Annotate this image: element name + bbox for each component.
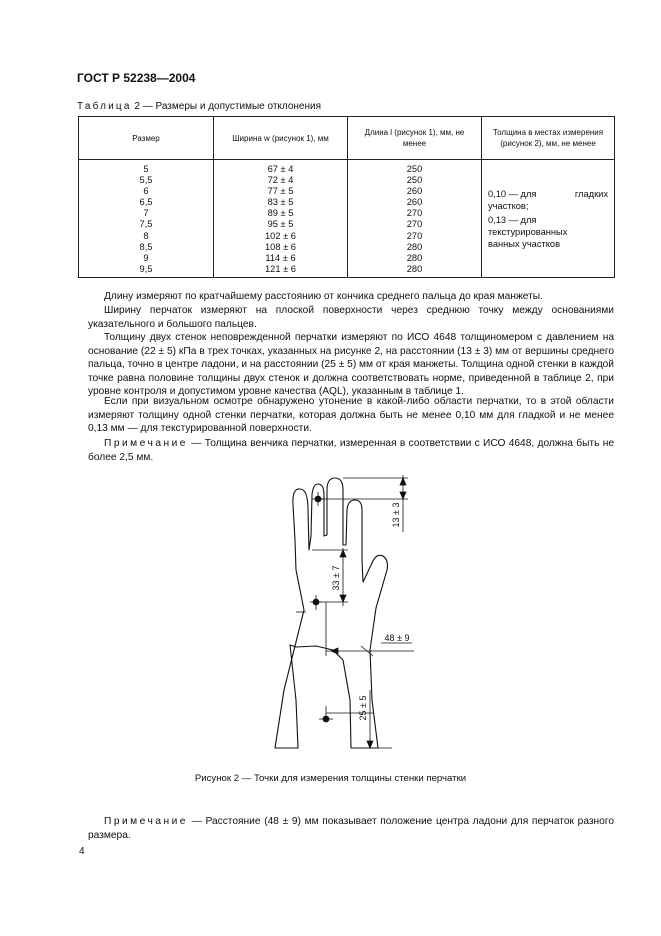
length-value: 260 <box>406 197 423 208</box>
width-column <box>214 160 348 278</box>
page-number: 4 <box>79 846 85 857</box>
size-value: 7,5 <box>139 219 153 230</box>
thickness-cell <box>482 160 615 278</box>
header-size: Размер <box>79 117 214 160</box>
size-value: 5,5 <box>139 175 153 186</box>
table-caption-number: 2 <box>134 101 140 112</box>
table-caption-title: — Размеры и допустимые отклонения <box>142 101 322 112</box>
note-2 <box>88 815 614 842</box>
header-length: Длина l (рисунок 1), мм, не менее <box>348 117 482 160</box>
size-value: 9 <box>143 252 149 263</box>
thickness-smooth-line <box>488 188 608 200</box>
size-value: 5 <box>143 164 149 174</box>
table-caption-prefix: Таблица <box>77 101 132 112</box>
size-value: 6 <box>143 186 149 197</box>
table-caption <box>77 101 321 112</box>
note-1-label: Примечание <box>104 438 188 449</box>
size-column <box>79 160 214 278</box>
length-value: 260 <box>406 186 423 197</box>
width-value: 83 ± 5 <box>267 197 294 208</box>
width-value: 67 ± 4 <box>267 164 294 174</box>
width-value: 108 ± 6 <box>265 241 296 252</box>
size-value: 8 <box>143 230 149 241</box>
glove-figure <box>270 468 430 768</box>
dim-top-label: 13 ± 3 <box>391 502 401 528</box>
paragraph-thinning: Если при визуальном осмотре обнаружено утонение в какой-либо области перчатки, то в этой области измеряют толщину одной стенки перчатки, которая должна быть не менее 0,10 мм для гладкой и не менее 0,13 мм — для текстурированной поверхности. <box>88 396 614 435</box>
length-value: 250 <box>406 175 423 186</box>
size-value: 8,5 <box>139 241 153 252</box>
note-2-text: — Расстояние (48 ± 9) мм показывает положение центра ладони для перчаток разного размера. <box>88 816 614 841</box>
paragraph-width: Ширину перчаток измеряют на плоской поверхности через среднюю точку между основаниями указательного и большого пальцев. <box>88 305 614 330</box>
note-2-label: Примечание <box>104 816 188 827</box>
thickness-textured-a: 0,13 — для текстурированных <box>488 214 568 237</box>
dim-bottom-label: 25 ± 5 <box>358 695 368 721</box>
length-value: 270 <box>406 208 423 219</box>
dim-mid-label: 33 ± 7 <box>331 565 341 591</box>
width-value: 95 ± 5 <box>267 219 294 230</box>
length-value: 270 <box>406 219 423 230</box>
thickness-smooth-a: 0,10 — для <box>488 188 537 199</box>
header-width: Ширина w (рисунок 1), мм <box>214 117 348 160</box>
size-value: 7 <box>143 208 149 219</box>
size-value: 9,5 <box>139 263 153 274</box>
length-value: 280 <box>406 241 423 252</box>
length-value: 270 <box>406 230 423 241</box>
document-header: ГОСТ Р 52238—2004 <box>77 71 196 85</box>
length-value: 280 <box>406 263 423 274</box>
size-value: 6,5 <box>139 197 153 208</box>
length-column <box>348 160 482 278</box>
paragraph-thickness: Толщину двух стенок неповрежденной перчатки измеряют по ИСО 4648 толщиномером с давлением на основание (22 ± 5) кПа в трех точках, указанных на рисунке 2, на расстоянии (13 ± 3) мм от вершины среднего пальца, точно в центре ладони, и на расстоянии (25 ± 5) мм от края манжеты. Толщина одной стенки в каждой точке равна половине толщины двух стенок и должна соответствовать норме, приведенной в таблице 2, при уровне контроля и допустимом уровне качества (AQL), указанным в таблице 1. <box>88 332 614 398</box>
width-value: 89 ± 5 <box>267 208 294 219</box>
dim-width-label: 48 ± 9 <box>384 633 410 643</box>
thickness-smooth-c: участков; <box>488 200 529 211</box>
thickness-textured-b: ванных участков <box>488 238 561 249</box>
header-thickness: Толщина в местах измерения (рисунок 2), мм, не менее <box>482 117 615 160</box>
width-value: 114 ± 6 <box>265 252 296 263</box>
length-value: 250 <box>406 164 423 174</box>
width-value: 102 ± 6 <box>265 230 296 241</box>
thickness-smooth-b: гладких <box>574 188 608 199</box>
note-1 <box>88 437 614 464</box>
sizes-table <box>78 116 615 278</box>
note-1-text: — Толщина венчика перчатки, измеренная в соответствии с ИСО 4648, должна быть не более 2,5 мм. <box>88 438 614 463</box>
width-value: 72 ± 4 <box>267 175 294 186</box>
paragraph-length: Длину измеряют по кратчайшему расстоянию от кончика среднего пальца до края манжеты. <box>104 291 543 302</box>
width-value: 77 ± 5 <box>267 186 294 197</box>
length-value: 280 <box>406 252 423 263</box>
figure-caption: Рисунок 2 — Точки для измерения толщины стенки перчатки <box>194 773 467 784</box>
width-value: 121 ± 6 <box>265 263 296 274</box>
